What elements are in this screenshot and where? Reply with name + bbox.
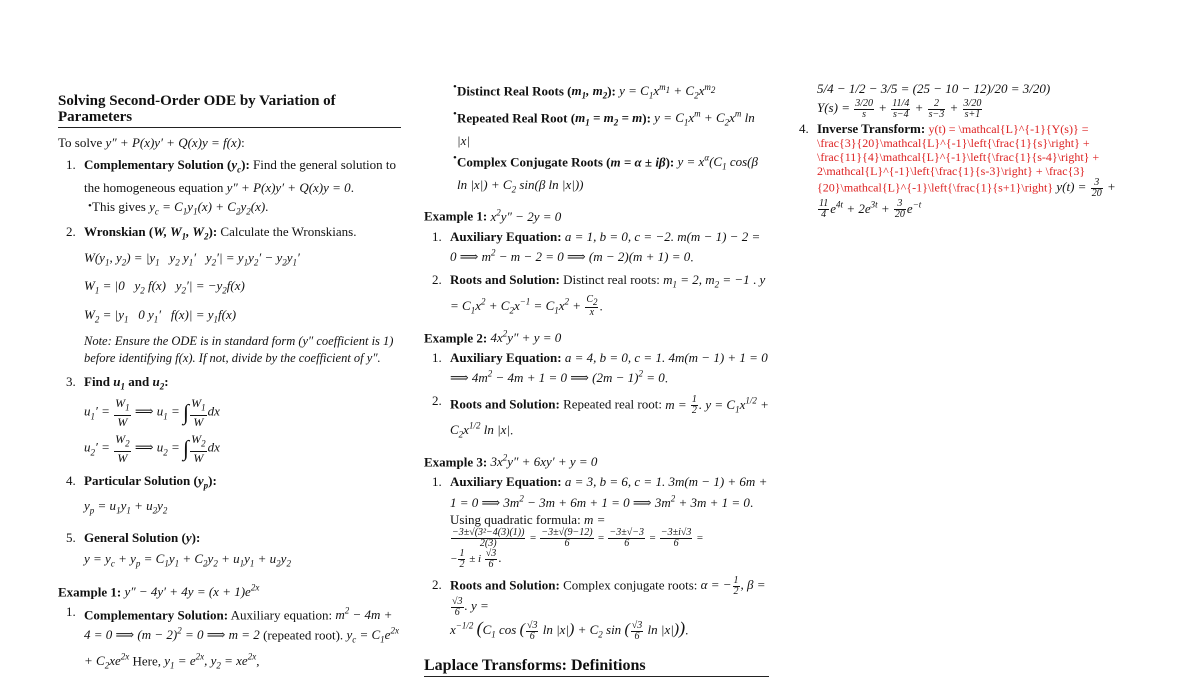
step-1 [58, 156, 401, 196]
step-heading: Particular Solution $(y_p)$: [84, 472, 217, 491]
step-text: a = 3, b = 6, c = 1. 3m(m − 1) + 6m + 1 = 0 ⟹ $3m^2 - 3m + 6m + 1 = 0$ ⟹ $3m^2 + 3m + 1 = 0$. Using quadratic formula: m = $\frac{\text{−3±√(3²−4(3)(1))}}{2(3)}$ = $\frac{-3\pm√(9-12)}{6}$ = $\frac{-3\pm√-3}{6}$ = $\frac{-3\pm i√3}{6}$ = − $\frac{1}{2}$ ± i $\frac{√3}{6}$ . [450, 474, 768, 570]
step-text: Calculate the Wronskians. [220, 224, 357, 240]
bullet-distinct-roots: • Distinct Real Roots ($m_1$, $m_2$): $y = C_1x^{m_1} + C_2x^{m_2}$ [424, 79, 769, 105]
inverse-transform-step [799, 122, 1129, 221]
yt-equation: y(t) = $\frac{3}{20}$ + $\frac{11}{4}$ $e^{4t} + 2e^{3t}$ + $\frac{3}{20}$ $e^{-t}$ [819, 176, 1116, 221]
partial-fraction-line: 5/4 − 1/2 − 3/5 = (25 − 10 − 12)/20 = 3/20) [817, 81, 1051, 96]
bullet-repeated-root: • Repeated Real Root $(m_1 = m_2 = m)$: $y = C_1x^m + C_2x^m$ ln |x| [424, 106, 769, 149]
step-number: 4. [799, 120, 809, 136]
section-title: Solving Second-Order ODE by Variation of Parameters [58, 93, 401, 128]
step-heading: Roots and Solution: [450, 396, 560, 412]
intro-text: To solve y″ + P(x)y′ + Q(x)y = f(x): [58, 135, 245, 150]
ex3-step-2 [424, 576, 769, 644]
column-laplace-example [799, 79, 1129, 222]
step-heading: Auxiliary Equation: [450, 349, 562, 365]
step-number: 1. [432, 228, 442, 244]
step-text: a = 1, b = 0, c = −2. m(m − 1) − 2 = 0 ⟹ $m^2 - m - 2 = 0$ ⟹ (m − 2)(m + 1) = 0 [450, 228, 761, 265]
step-text: Find the general solution to the homogeneous equation y″ + P(x)y′ + Q(x)y = 0. [84, 157, 397, 195]
step-heading: Find $u_1$ and $u_2$: [84, 373, 169, 392]
step-heading: Roots and Solution: [450, 577, 560, 593]
column-variation-of-parameters [58, 93, 401, 677]
step-number: 1. [432, 474, 442, 490]
step-number: 1. [432, 349, 442, 365]
step-number: 3. [66, 373, 76, 389]
step-5 [58, 529, 401, 546]
step-heading: Auxiliary Equation: [450, 228, 562, 244]
step-text: Auxiliary equation: $m^2 - 4m + 4 = 0$ ⟹ $(m - 2)^2 = 0$ ⟹ m = 2 (repeated root). $y_c = C_1e^{2x} + C_2xe^{2x}$ Here, $y_1 = e^{2x}$, $y_2 = xe^{2x}$, [84, 605, 399, 671]
step-heading: Inverse Transform: [817, 120, 926, 136]
step-number: 5. [66, 529, 76, 545]
bullet-yc: • This gives $y_c = C_1y_1(x) + C_2y_2(x)$. [58, 198, 401, 221]
ex1-step-2 [424, 271, 769, 320]
step-4 [58, 472, 401, 495]
step-number: 2. [66, 224, 76, 240]
y-equation: $y = y_c + y_p = C_1y_1 + C_2y_2 + u_1y_1 + u_2y_2$ [84, 550, 291, 569]
bullet-heading: Repeated Real Root $(m_1 = m_2 = m)$: [457, 110, 651, 128]
column-cauchy-euler [424, 79, 769, 683]
step-text: Complex conjugate roots: α = − $\frac{1}{2}$ , β = $\frac{√3}{6}$ . y = $x^{-1/2}$ ($C_1$ cos ( $\frac{√3}{6}$ $\ln |x|) + C_2$ sin ( $\frac{√3}{6}$ ln |x|)). [450, 574, 766, 642]
w2-equation: $W_2 = |y_1$ 0 $y_1'$ $f(x)| = y_1f(x)$ [84, 306, 237, 325]
u2-equation: $u_2'$ = $\frac{W_2}{W}$ ⟹ $u_2$ = ∫ $\frac{W_2}{W}$ dx [84, 432, 220, 465]
step-3 [58, 373, 401, 396]
ex2-step-1: 1. Auxiliary Equation: a = 4, b = 0, c = 1. 4m(m − 1) + 1 = 0 ⟹ $4m^2 - 4m + 1 = 0$ ⟹ $(2m - 1)^2 = 0$. [432, 349, 768, 386]
step-heading: Roots and Solution: [450, 272, 560, 288]
step-heading: Complementary Solution: [84, 607, 229, 623]
step-number: 1. [66, 603, 76, 619]
example-1-title: Example 1: $y'' - 4y' + 4y = (x + 1)e^{2x}$ [58, 582, 260, 599]
step-heading: General Solution (y): [84, 529, 201, 545]
step-number: 4. [66, 472, 76, 488]
step-number: 2. [432, 576, 442, 592]
yp-equation: $y_p = u_1y_1 + u_2y_2$ [84, 498, 168, 516]
bullet-heading: Complex Conjugate Roots (m = α ± iβ): [457, 154, 675, 170]
step-text: a = 4, b = 0, c = 1. 4m(m − 1) + 1 = 0 ⟹ $4m^2 - 4m + 1 = 0$ ⟹ $(2m - 1)^2 = 0$ [450, 349, 768, 386]
step-heading: Auxiliary Equation: [450, 474, 562, 490]
w1-equation: $W_1 = |0$ $y_2$ f(x) $y_2'| = -y_2f(x)$ [84, 278, 245, 296]
step-heading: Complementary Solution $(y_c)$: [84, 157, 250, 175]
ex3-step-1 [424, 473, 769, 569]
bullet-complex-roots: • Complex Conjugate Roots (m = α ± iβ): $y = x^\alpha(C_1$ cos(β $\ln |x|) + C_2$ sin(β ln |x|)) [424, 150, 769, 199]
u1-equation: $u_1'$ = $\frac{W_1}{W}$ ⟹ $u_1$ = ∫ $\frac{W_1}{W}$ dx [84, 396, 220, 429]
step-2 [58, 223, 401, 246]
step-number: 2. [432, 272, 442, 288]
example-2-title: Example 2: $4x^2y'' + y = 0$ [424, 328, 562, 345]
ys-equation: Y(s) = $\frac{3/20}{s}$ + $\frac{11/4}{s-4}$ + $\frac{2}{s-3}$ + $\frac{3/20}{s+1}$ [817, 97, 982, 120]
ex2-step-2 [424, 392, 769, 444]
standard-form-note: Note: Ensure the ODE is in standard form (y″ coefficient is 1) before identifying f(x). If not, divide by the coefficient of y″. [84, 333, 394, 365]
wronskian-equation: $W(y_1$, $y_2) = |y_1$ $y_2$ $y_1'$ $y_2'| = y_1y_2' - y_2y_1'$ [84, 249, 300, 268]
step-text: Repeated real root: m = $\frac{1}{2}$ . $y = C_1x^{1/2} + C_2x^{1/2}$ ln |x|. [450, 394, 769, 441]
step-text: Distinct real roots: $m_1 = 2$, $m_2 = -1$ . $y = C_1x^2 + C_2x^{-1} = C_1x^2$ + $\frac{C_2}{x}$ . [450, 272, 766, 319]
step-number: 1. [66, 157, 76, 172]
example-3-title: Example 3: $3x^2y'' + 6xy' + y = 0$ [424, 453, 598, 470]
example-1-step-1 [58, 603, 401, 675]
step-number: 2. [432, 393, 442, 409]
step-heading: Wronskian (W, $W_1$, $W_2$): [84, 224, 218, 242]
ex1-step-1: 1. Auxiliary Equation: a = 1, b = 0, c = −2. m(m − 1) − 2 = 0 ⟹ $m^2 - m - 2 = 0$ ⟹ (m − 2)(m + 1) = 0. [432, 228, 761, 265]
raw-latex-text: y(t) = \mathcal{L}^{-1}{Y(s)} = \frac{3}{20}\mathcal{L}^{-1}\left{\frac{1}{s}\right} + \frac{11}{4}\mathcal{L}^{-1}\left{\frac{1}{s-4}\right} + 2\mathcal{L}^{-1}\left{\frac{1}{s-3}\right} + \frac{3}{20}\mathcal{L}^{-1}\left{\frac{1}{s+1}\right} [817, 121, 1100, 194]
bullet-heading: Distinct Real Roots ($m_1$, $m_2$): [457, 83, 616, 101]
laplace-section-title: Laplace Transforms: Definitions [424, 658, 769, 677]
example-1-title: Example 1: $x^2y'' - 2y = 0$ [424, 207, 562, 224]
